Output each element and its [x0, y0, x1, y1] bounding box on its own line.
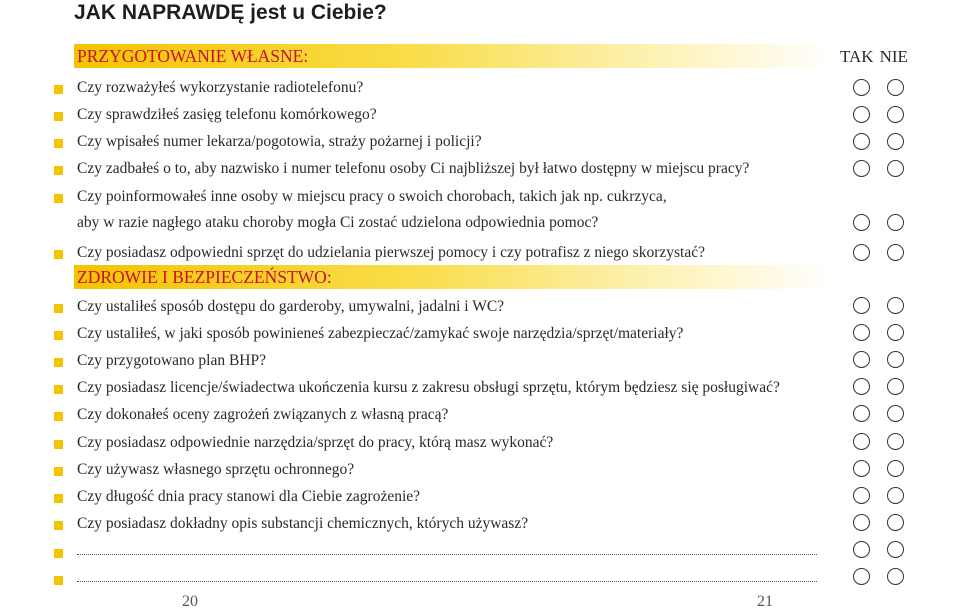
answer-header — [840, 47, 914, 67]
question-row — [0, 323, 960, 349]
question-text: Czy używasz własnego sprzętu ochronnego? — [77, 461, 355, 478]
nie-radio[interactable] — [887, 460, 904, 477]
question-row — [0, 296, 960, 322]
question-row — [0, 513, 960, 539]
question-row — [0, 432, 960, 458]
nie-radio[interactable] — [887, 160, 904, 177]
nie-radio[interactable] — [887, 433, 904, 450]
tak-radio[interactable] — [853, 324, 870, 341]
nie-radio[interactable] — [887, 324, 904, 341]
tak-radio[interactable] — [853, 297, 870, 314]
tak-radio[interactable] — [853, 79, 870, 96]
nie-radio[interactable] — [887, 79, 904, 96]
tak-radio[interactable] — [853, 106, 870, 123]
tak-radio[interactable] — [853, 214, 870, 231]
question-text: Czy ustaliłeś, w jaki sposób powinieneś zabezpieczać/zamykać swoje narzędzia/sprzęt/materiały? — [77, 325, 684, 342]
question-text: Czy dokonałeś oceny zagrożeń związanych z własną pracą? — [77, 406, 449, 423]
question-text: Czy ustaliłeś sposób dostępu do garderoby, umywalni, jadalni i WC? — [77, 298, 505, 315]
bullet-icon — [54, 85, 63, 94]
nie-radio[interactable] — [887, 297, 904, 314]
bullet-icon — [54, 576, 63, 585]
nie-radio[interactable] — [887, 244, 904, 261]
question-row — [0, 158, 960, 184]
nie-radio[interactable] — [887, 514, 904, 531]
bullet-icon — [54, 304, 63, 313]
question-row — [0, 377, 960, 403]
blank-question-row — [0, 541, 960, 567]
bullet-icon — [54, 440, 63, 449]
question-text: Czy sprawdziłeś zasięg telefonu komórkowego? — [77, 106, 377, 123]
question-row — [0, 131, 960, 157]
bullet-icon — [54, 194, 63, 203]
nie-radio[interactable] — [887, 133, 904, 150]
page-title: JAK NAPRAWDĘ jest u Ciebie? — [74, 1, 387, 24]
bullet-icon — [54, 412, 63, 421]
tak-radio[interactable] — [853, 133, 870, 150]
tak-radio[interactable] — [853, 433, 870, 450]
fill-in-line[interactable] — [77, 554, 817, 555]
nie-radio[interactable] — [887, 351, 904, 368]
tak-radio[interactable] — [853, 568, 870, 585]
question-row — [0, 486, 960, 512]
tak-radio[interactable] — [853, 487, 870, 504]
nie-radio[interactable] — [887, 405, 904, 422]
bullet-icon — [54, 166, 63, 175]
tak-header: TAK — [840, 47, 874, 66]
bullet-icon — [54, 331, 63, 340]
bullet-icon — [54, 549, 63, 558]
question-row — [0, 404, 960, 430]
question-text: Czy posiadasz odpowiedni sprzęt do udzielania pierwszej pomocy i czy potrafisz z niego skorzystać? — [77, 244, 705, 261]
bullet-icon — [54, 112, 63, 121]
page-number-right: 21 — [757, 593, 773, 610]
question-text: Czy zadbałeś o to, aby nazwisko i numer telefonu osoby Ci najbliższej był łatwo dostępny w miejscu pracy? — [77, 160, 750, 177]
section-label-health-safety: ZDROWIE I BEZPIECZEŃSTWO: — [77, 267, 332, 287]
tak-radio[interactable] — [853, 541, 870, 558]
blank-question-row — [0, 568, 960, 594]
nie-radio[interactable] — [887, 378, 904, 395]
question-text: Czy posiadasz odpowiednie narzędzia/sprzęt do pracy, którą masz wykonać? — [77, 434, 554, 451]
question-text: Czy rozważyłeś wykorzystanie radiotelefonu? — [77, 79, 364, 96]
question-text: Czy przygotowano plan BHP? — [77, 352, 266, 369]
bullet-icon — [54, 385, 63, 394]
bullet-icon — [54, 358, 63, 367]
question-text: Czy posiadasz licencje/świadectwa ukończenia kursu z zakresu obsługi sprzętu, którym będziesz się posługiwać? — [77, 379, 780, 396]
tak-radio[interactable] — [853, 244, 870, 261]
question-text: Czy poinformowałeś inne osoby w miejscu pracy o swoich chorobach, takich jak np. cukrzyca, — [77, 188, 667, 205]
question-row — [0, 77, 960, 103]
bullet-icon — [54, 467, 63, 476]
nie-header: NIE — [879, 47, 908, 66]
nie-radio[interactable] — [887, 214, 904, 231]
section-label-preparation: PRZYGOTOWANIE WŁASNE: — [77, 46, 309, 66]
question-text: Czy posiadasz dokładny opis substancji chemicznych, których używasz? — [77, 515, 529, 532]
question-text: Czy długość dnia pracy stanowi dla Ciebie zagrożenie? — [77, 488, 421, 505]
nie-radio[interactable] — [887, 487, 904, 504]
tak-radio[interactable] — [853, 160, 870, 177]
question-text: Czy wpisałeś numer lekarza/pogotowia, straży pożarnej i policji? — [77, 133, 482, 150]
tak-radio[interactable] — [853, 351, 870, 368]
question-text-continuation: aby w razie nagłego ataku choroby mogła Ci zostać udzielona odpowiednia pomoc? — [77, 214, 599, 231]
tak-radio[interactable] — [853, 405, 870, 422]
bullet-icon — [54, 250, 63, 259]
bullet-icon — [54, 494, 63, 503]
tak-radio[interactable] — [853, 514, 870, 531]
nie-radio[interactable] — [887, 568, 904, 585]
bullet-icon — [54, 139, 63, 148]
bullet-icon — [54, 521, 63, 530]
fill-in-line[interactable] — [77, 581, 817, 582]
question-row — [0, 104, 960, 130]
tak-radio[interactable] — [853, 378, 870, 395]
tak-radio[interactable] — [853, 460, 870, 477]
question-row — [0, 186, 960, 240]
page-number-left: 20 — [182, 593, 198, 610]
nie-radio[interactable] — [887, 541, 904, 558]
question-row — [0, 350, 960, 376]
nie-radio[interactable] — [887, 106, 904, 123]
question-row — [0, 459, 960, 485]
